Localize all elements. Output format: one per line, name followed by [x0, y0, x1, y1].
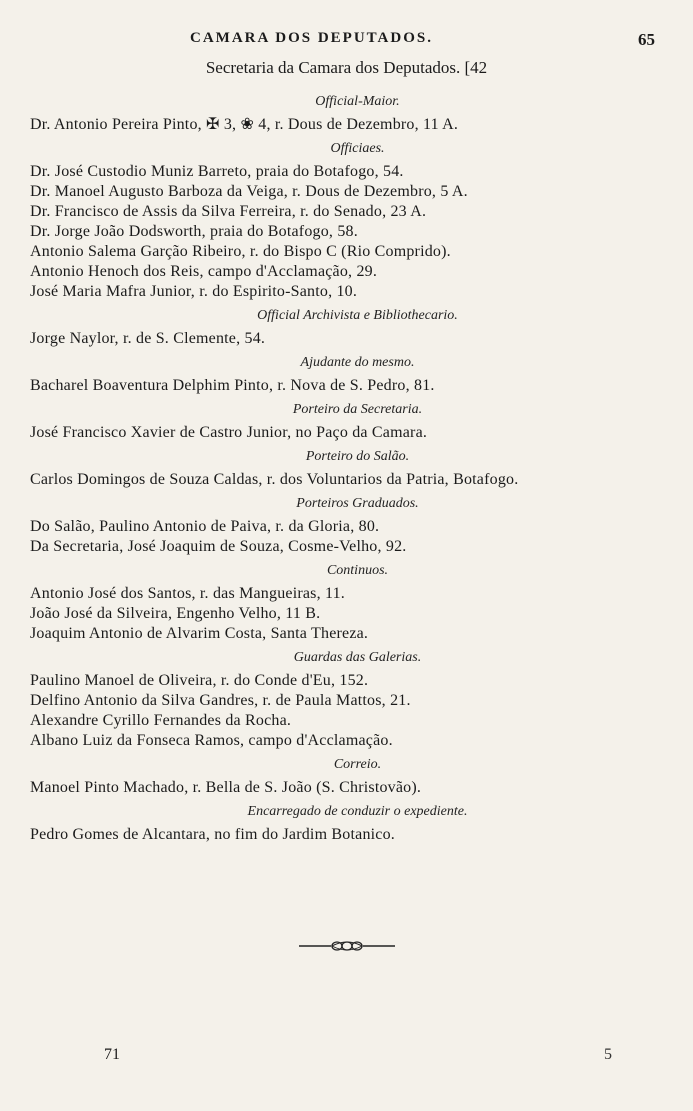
entry-heading: Officiaes. — [330, 141, 385, 156]
entry-line: José Maria Mafra Junior, r. do Espirito-Santo, 10. — [30, 283, 358, 300]
entry-line: Dr. Jorge João Dodsworth, praia do Botafogo, 58. — [30, 223, 358, 240]
entry-line: Manoel Pinto Machado, r. Bella de S. João (S. Christovão). — [30, 779, 422, 796]
entry-heading: Porteiro do Salão. — [305, 449, 410, 464]
entry-heading: Porteiro da Secretaria. — [292, 402, 423, 417]
entry-heading: Guardas das Galerias. — [293, 650, 422, 665]
entry-heading: Ajudante do mesmo. — [300, 355, 415, 370]
entry-line: Dr. Antonio Pereira Pinto, ✠ 3, ❀ 4, r. Dous de Dezembro, 11 A. — [30, 116, 459, 133]
section-title: Secretaria da Camara dos Deputados. [42 — [205, 58, 488, 77]
entry-line: Delfino Antonio da Silva Gandres, r. de Paula Mattos, 21. — [30, 692, 411, 709]
entry-line: Alexandre Cyrillo Fernandes da Rocha. — [30, 712, 292, 729]
entry-line: Dr. Manoel Augusto Barboza da Veiga, r. Dous de Dezembro, 5 A. — [30, 183, 468, 200]
entry-heading: Correio. — [333, 757, 382, 772]
entry-heading: Official Archivista e Bibliothecario. — [257, 308, 458, 323]
entry-line: Do Salão, Paulino Antonio de Paiva, r. da Gloria, 80. — [30, 518, 380, 535]
entry-line: Albano Luiz da Fonseca Ramos, campo d'Acclamação. — [30, 732, 393, 749]
entry-heading: Porteiros Graduados. — [296, 496, 419, 511]
entry-line: Antonio Salema Garção Ribeiro, r. do Bispo C (Rio Comprido). — [30, 243, 451, 260]
entry-heading: Encarregado de conduzir o expediente. — [247, 804, 468, 819]
entry-heading: Continuos. — [326, 563, 389, 578]
footer-mark: 5 — [604, 1046, 612, 1063]
entry-line: Dr. José Custodio Muniz Barreto, praia do Botafogo, 54. — [30, 163, 404, 180]
entry-line: João José da Silveira, Engenho Velho, 11 B. — [30, 605, 321, 622]
entry-line: Jorge Naylor, r. de S. Clemente, 54. — [30, 330, 266, 347]
directory-list — [30, 88, 685, 845]
running-header: CAMARA DOS DEPUTADOS. — [190, 30, 433, 46]
entry-heading: Official-Maior. — [315, 94, 400, 109]
entry-line: Bacharel Boaventura Delphim Pinto, r. Nova de S. Pedro, 81. — [30, 377, 435, 394]
ornament-divider — [297, 935, 397, 957]
signature-mark: 71 — [104, 1046, 120, 1063]
entry-line: Joaquim Antonio de Alvarim Costa, Santa Thereza. — [30, 625, 369, 642]
entry-line: Da Secretaria, José Joaquim de Souza, Cosme-Velho, 92. — [30, 538, 407, 555]
entry-line: Dr. Francisco de Assis da Silva Ferreira, r. do Senado, 23 A. — [30, 203, 427, 220]
entry-line: Pedro Gomes de Alcantara, no fim do Jardim Botanico. — [30, 826, 395, 843]
entry-line: José Francisco Xavier de Castro Junior, no Paço da Camara. — [30, 424, 428, 441]
entry-line: Paulino Manoel de Oliveira, r. do Conde d'Eu, 152. — [30, 672, 369, 689]
entry-line: Antonio Henoch dos Reis, campo d'Acclamação, 29. — [30, 263, 378, 280]
entry-line: Carlos Domingos de Souza Caldas, r. dos Voluntarios da Patria, Botafogo. — [30, 471, 519, 488]
page-number: 65 — [638, 30, 655, 49]
entry-line: Antonio José dos Santos, r. das Mangueiras, 11. — [30, 585, 346, 602]
